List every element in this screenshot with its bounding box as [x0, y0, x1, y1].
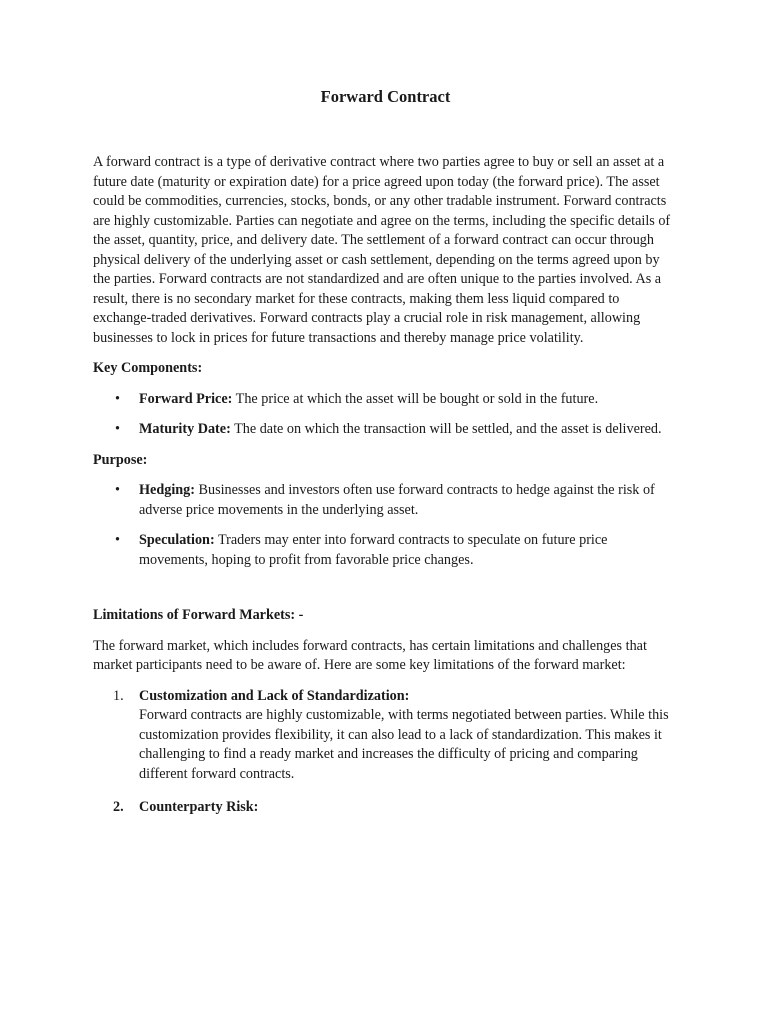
document-title: Forward Contract	[320, 87, 451, 106]
list-item	[93, 481, 678, 520]
list-number: 2.	[113, 799, 124, 815]
term-description: The date on which the transaction will be settled, and the asset is delivered.	[230, 421, 662, 437]
bullet-icon: •	[115, 482, 120, 498]
term-description: Businesses and investors often use forward contracts to hedge against the risk of adverse price movements in the underlying asset.	[139, 482, 655, 518]
purpose-list	[93, 481, 678, 570]
key-components-list	[93, 390, 678, 440]
bullet-icon: •	[115, 532, 120, 548]
intro-paragraph: A forward contract is a type of derivative contract where two parties agree to buy or sell an asset at a future date (maturity or expiration date) for a price agreed upon today (the forward price). The asset could be commodities, currencies, stocks, bonds, or any other tradable instrument. Forward contracts are highly customizable. Parties can negotiate and agree on the terms, including the specific details of the asset, quantity, price, and delivery date. The settlement of a forward contract can occur through physical delivery of the underlying asset or cash settlement, depending on the terms agreed upon by the parties. Forward contracts are not standardized and are often unique to the parties involved. As a result, there is no secondary market for these contracts, making them less liquid compared to exchange-traded derivatives. Forward contracts play a crucial role in risk management, allowing businesses to lock in prices for future transactions and thereby manage price volatility.	[93, 154, 671, 346]
list-number: 1.	[113, 687, 124, 704]
term-label: Speculation:	[139, 532, 215, 548]
limitation-description: Forward contracts are highly customizable, with terms negotiated between parties. While this customization provides flexibility, it can also lead to a lack of standardization. This makes it challenging to find a ready market and increases the difficulty of pricing and comparing different forward contracts.	[139, 707, 669, 782]
document-page	[93, 86, 678, 832]
limitations-heading: Limitations of Forward Markets: -	[93, 607, 304, 623]
limitations-intro-paragraph: The forward market, which includes forward contracts, has certain limitations and challenges that market participants need to be aware of. Here are some key limitations of the forward market:	[93, 637, 647, 673]
list-item	[93, 687, 678, 785]
term-description: Traders may enter into forward contracts to speculate on future price movements, hoping to profit from favorable price changes.	[139, 532, 608, 568]
term-label: Hedging:	[139, 482, 195, 498]
key-components-heading: Key Components:	[93, 360, 203, 376]
limitations-list	[93, 687, 678, 818]
list-item	[93, 798, 678, 818]
limitation-title: Customization and Lack of Standardization:	[139, 687, 410, 704]
purpose-heading: Purpose:	[93, 451, 148, 468]
term-description: The price at which the asset will be bought or sold in the future.	[232, 390, 599, 407]
term-label: Forward Price:	[139, 390, 233, 407]
bullet-icon: •	[115, 390, 120, 407]
list-item	[93, 420, 678, 440]
limitation-title: Counterparty Risk:	[139, 799, 259, 815]
list-item	[93, 390, 678, 410]
term-label: Maturity Date:	[139, 421, 231, 437]
list-item	[93, 531, 678, 570]
bullet-icon: •	[115, 421, 120, 437]
